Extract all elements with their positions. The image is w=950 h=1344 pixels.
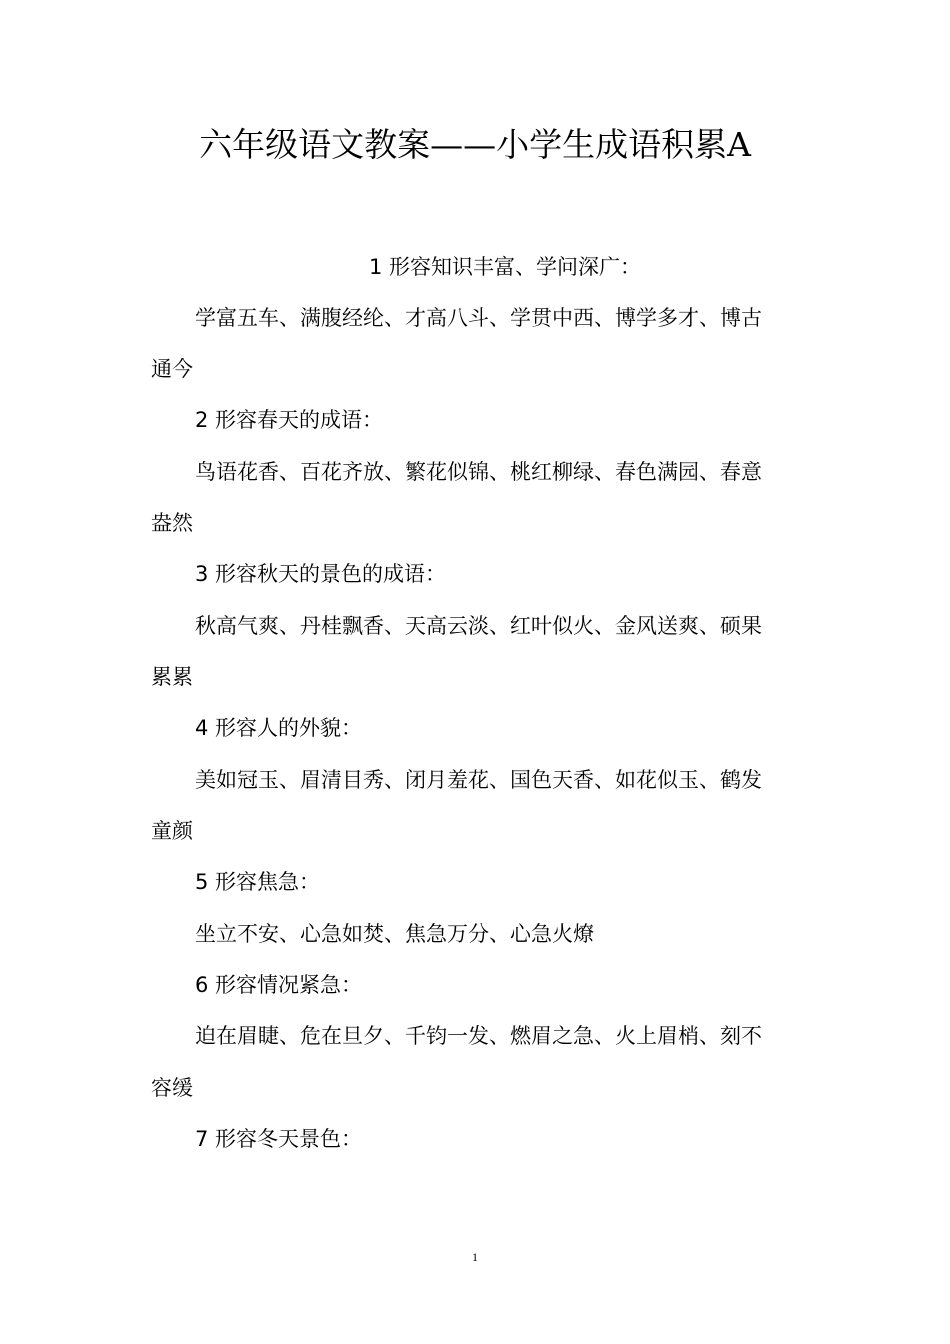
section-3-idioms-line-1: 秋高气爽、丹桂飘香、天高云淡、红叶似火、金风送爽、硕果	[195, 614, 762, 638]
section-3-idioms-line-2: 累累	[151, 665, 193, 689]
section-heading-1: 1 形容知识丰富、学问深广：	[368, 255, 642, 279]
section-heading-2: 2 形容春天的成语：	[195, 408, 384, 432]
section-4-idioms-line-2: 童颜	[151, 819, 193, 843]
section-4-idioms-line-1: 美如冠玉、眉清目秀、闭月羞花、国色天香、如花似玉、鹤发	[195, 768, 762, 792]
document-title: 六年级语文教案——小学生成语积累A	[199, 125, 751, 164]
section-2-idioms-line-2: 盎然	[151, 511, 193, 535]
section-heading-3: 3 形容秋天的景色的成语：	[195, 562, 447, 586]
section-6-idioms-line-1: 迫在眉睫、危在旦夕、千钧一发、燃眉之急、火上眉梢、刻不	[195, 1024, 762, 1048]
section-heading-7: 7 形容冬天景色：	[195, 1127, 363, 1151]
page-number: 1	[472, 1250, 478, 1264]
section-2-idioms-line-1: 鸟语花香、百花齐放、繁花似锦、桃红柳绿、春色满园、春意	[195, 460, 762, 484]
section-heading-4: 4 形容人的外貌：	[195, 716, 363, 740]
section-5-idioms-line-1: 坐立不安、心急如焚、焦急万分、心急火燎	[195, 922, 594, 946]
section-heading-5: 5 形容焦急：	[195, 870, 321, 894]
section-heading-6: 6 形容情况紧急：	[195, 973, 363, 997]
section-1-idioms-line-2: 通今	[151, 357, 193, 381]
section-6-idioms-line-2: 容缓	[151, 1076, 193, 1100]
section-1-idioms-line-1: 学富五车、满腹经纶、才高八斗、学贯中西、博学多才、博古	[195, 306, 762, 330]
